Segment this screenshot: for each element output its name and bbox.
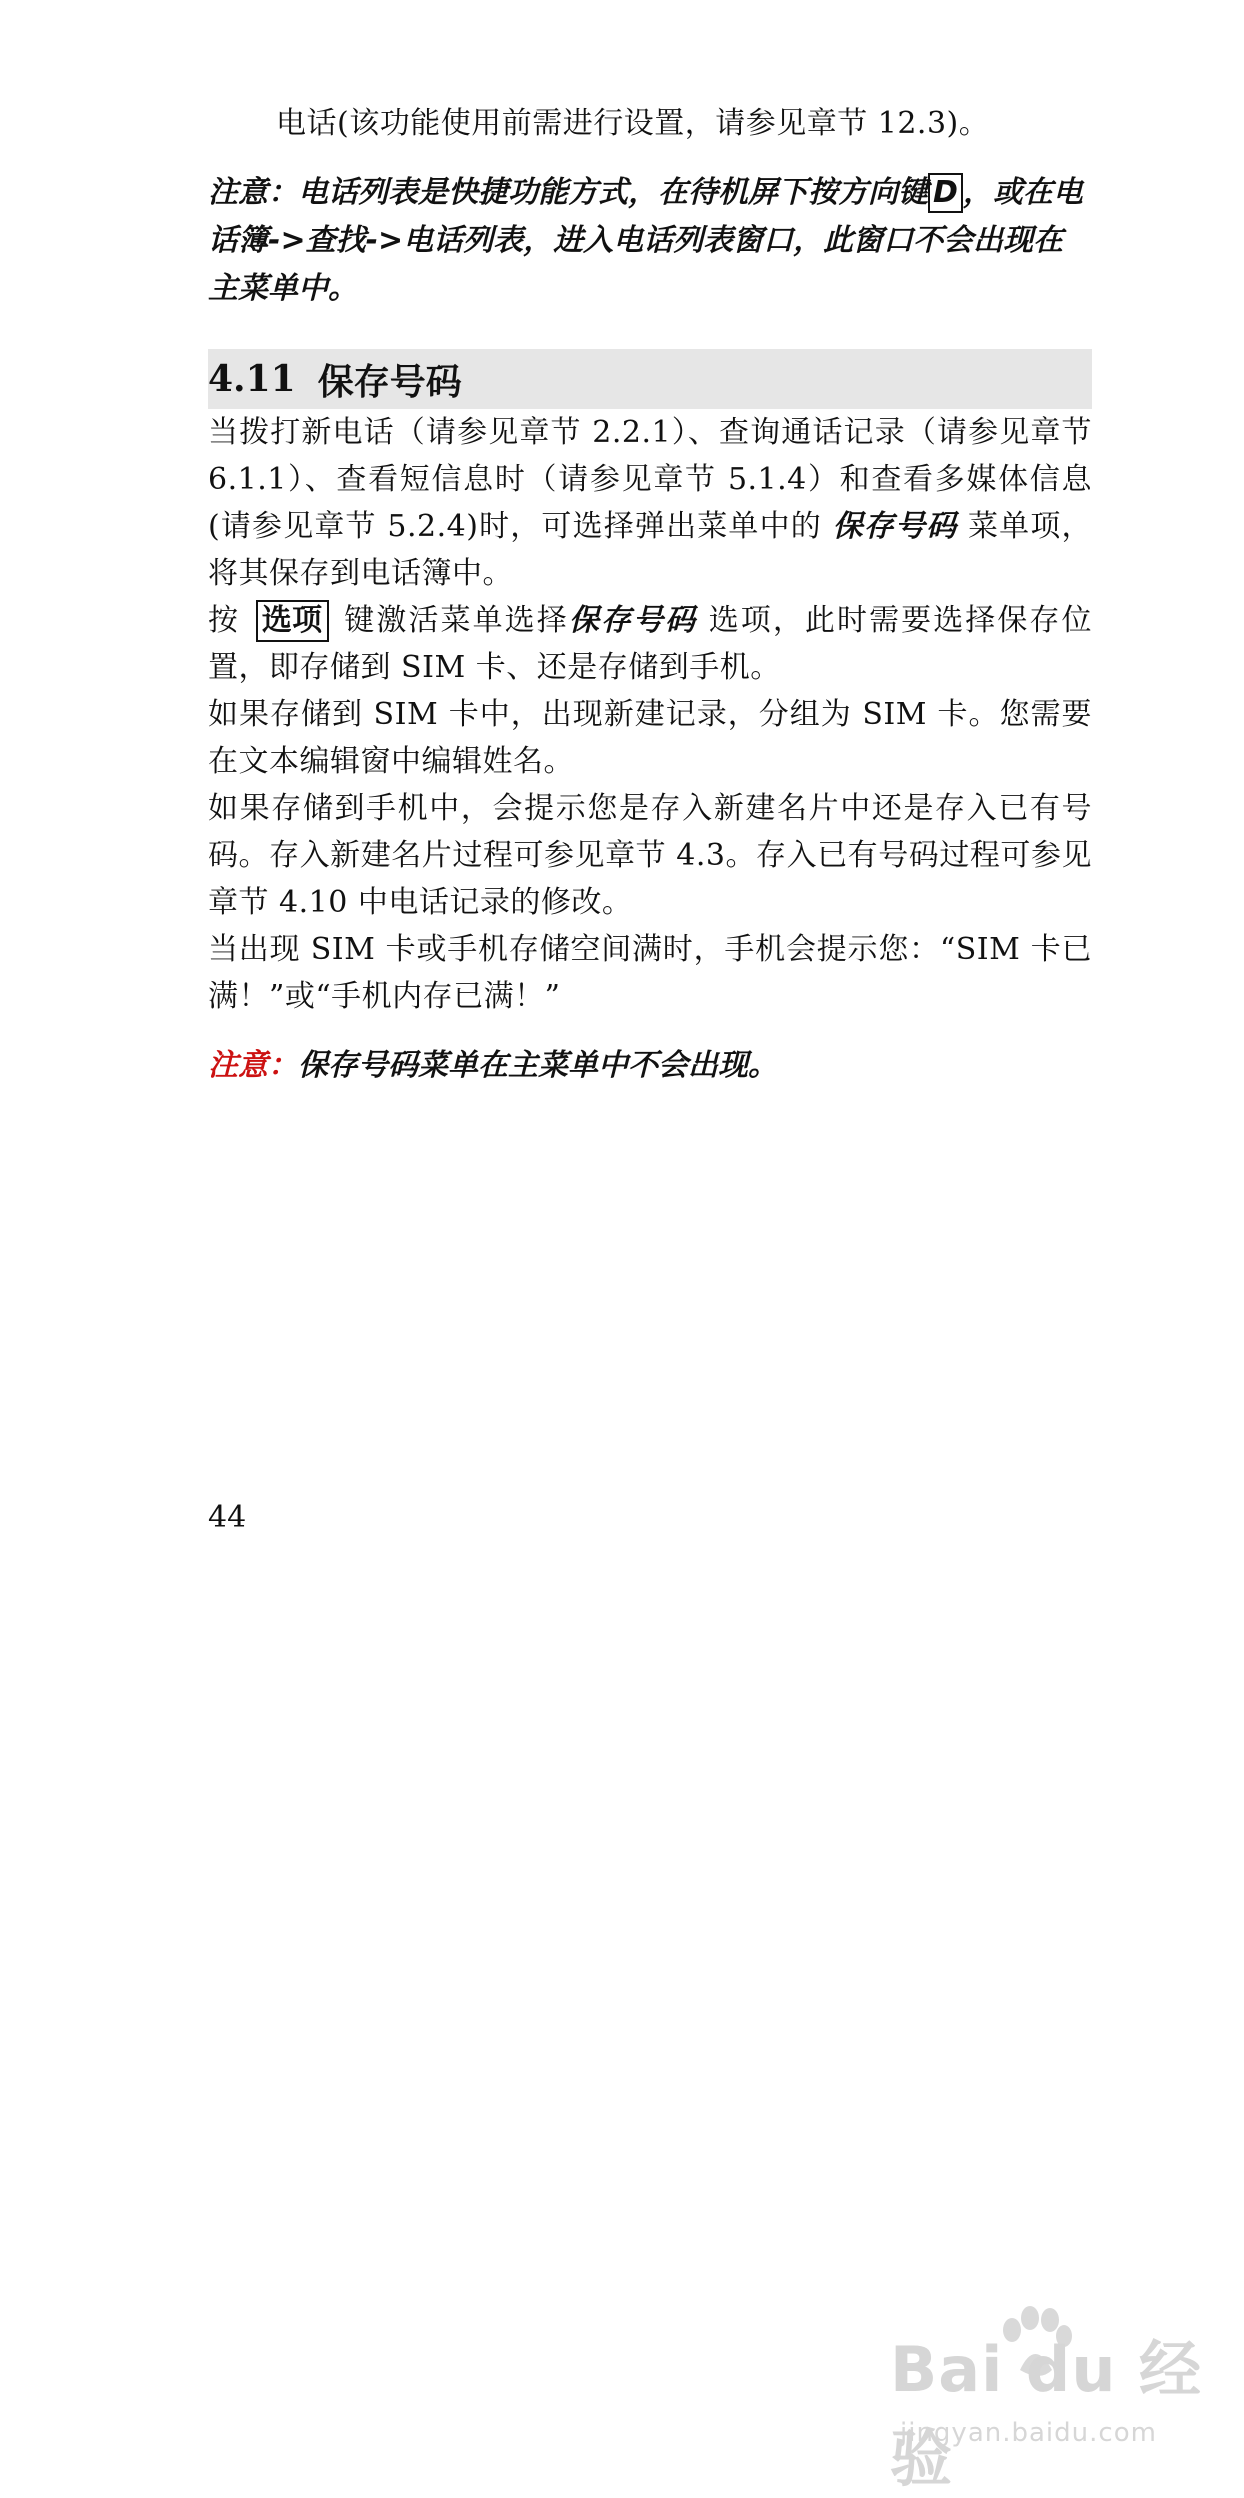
paragraph-options-key bbox=[208, 597, 1092, 691]
direction-key-d: D bbox=[928, 173, 963, 213]
page-number: 44 bbox=[208, 1500, 247, 1535]
document-page bbox=[208, 100, 1092, 1090]
note-label: 注意： bbox=[208, 1048, 298, 1083]
section-heading bbox=[208, 349, 1092, 409]
paragraph-phone-storage: 如果存储到手机中，会提示您是存入新建名片中还是存入已有号码。存入新建名片过程可参见章节 4.3。存入已有号码过程可参见章节 4.10 中电话记录的修改。 bbox=[208, 791, 1092, 920]
paragraph-save-number-intro bbox=[208, 409, 1092, 597]
watermark-url: jingyan.baidu.com bbox=[900, 2418, 1157, 2448]
note-shortcut-text-2: ，或在电话簿->查找->电话列表，进入电话列表窗口，此窗口不会出现在主菜单中。 bbox=[208, 175, 1083, 306]
para1-text-2: 菜单项，将其保存到电话簿中。 bbox=[208, 509, 1092, 591]
intro-line: 电话(该功能使用前需进行设置，请参见章节 12.3)。 bbox=[276, 106, 990, 141]
note-shortcut-text-1: 注意：电话列表是快捷功能方式，在待机屏下按方向键 bbox=[208, 175, 928, 210]
note-main-menu-text: 保存号码菜单在主菜单中不会出现。 bbox=[298, 1048, 778, 1083]
section-title: 保存号码 bbox=[317, 361, 462, 403]
para2-text-2: 键激活菜单选择 bbox=[344, 603, 569, 638]
paragraph-storage-full: 当出现 SIM 卡或手机存储空间满时，手机会提示您：“SIM 卡已满！”或“手机内存已满！” bbox=[208, 932, 1092, 1014]
baidu-jingyan-watermark bbox=[890, 2300, 1210, 2495]
section-number: 4.11 bbox=[208, 358, 296, 400]
watermark-logo-text: Bai du 经验 bbox=[890, 2333, 1203, 2495]
save-number-term-2: 保存号码 bbox=[568, 603, 698, 638]
paragraph-sim-storage: 如果存储到 SIM 卡中，出现新建记录，分组为 SIM 卡。您需要在文本编辑窗中编辑姓名。 bbox=[208, 697, 1092, 779]
note-main-menu bbox=[208, 1042, 1092, 1090]
options-softkey: 选项 bbox=[256, 600, 329, 642]
note-shortcut bbox=[208, 169, 1092, 313]
para2-text-1: 按 bbox=[208, 603, 241, 638]
para2-text-3: 选项，此时需要选择保存位置，即存储到 SIM 卡、还是存储到手机。 bbox=[208, 603, 1093, 685]
para1-text-1: 当拨打新电话（请参见章节 2.2.1）、查询通话记录（请参见章节 6.1.1）、查看短信息时（请参见章节 5.1.4）和查看多媒体信息(请参见章节 5.2.4)时，可选择弹出菜单中的 bbox=[208, 415, 1092, 544]
save-number-term: 保存号码 bbox=[832, 509, 958, 544]
